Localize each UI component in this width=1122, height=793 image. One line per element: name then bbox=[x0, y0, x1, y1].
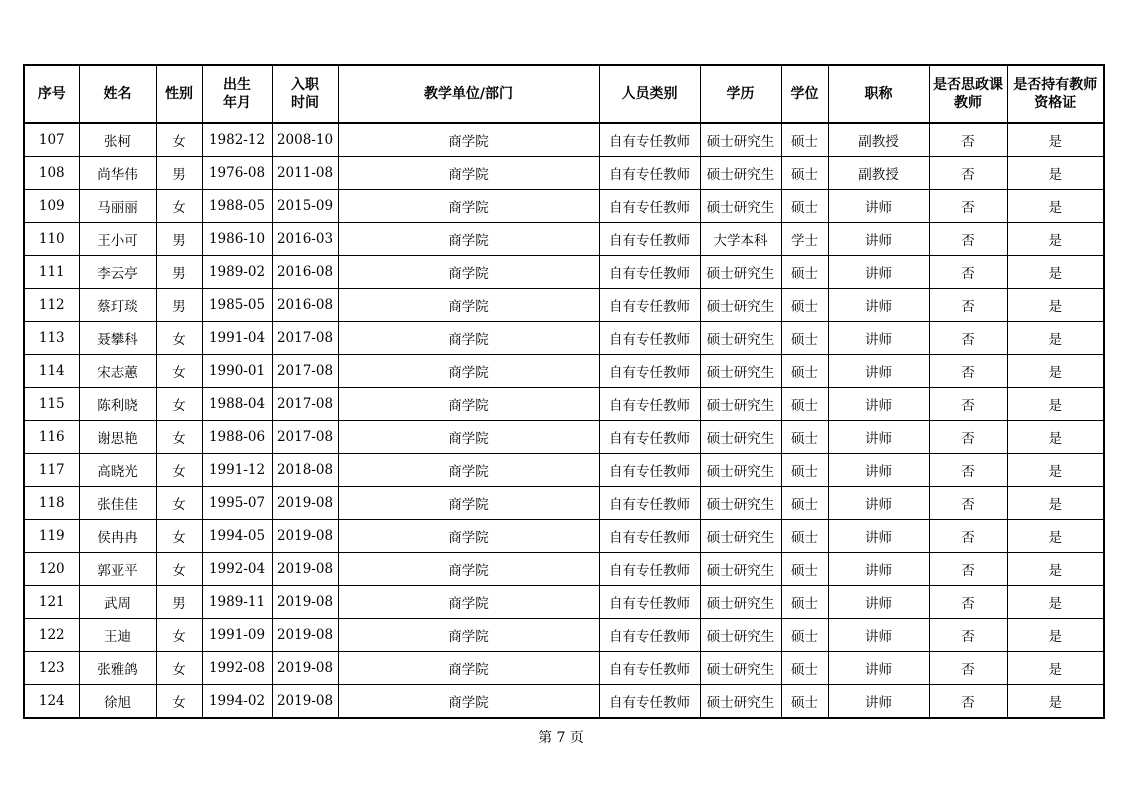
hire-date-cell: 2019-08 bbox=[272, 685, 338, 719]
seq-cell: 122 bbox=[24, 619, 79, 652]
header-label-line: 年月 bbox=[223, 95, 251, 111]
seq-cell: 119 bbox=[24, 520, 79, 553]
header-label-line: 是否持有教师 bbox=[1013, 77, 1098, 93]
hire-date-cell: 2019-08 bbox=[272, 652, 338, 685]
name-cell: 谢思艳 bbox=[79, 421, 156, 454]
gender-cell: 男 bbox=[156, 256, 202, 289]
title-cell: 讲师 bbox=[828, 322, 929, 355]
staff-category-cell: 自有专任教师 bbox=[599, 553, 700, 586]
header-label-line: 职称 bbox=[864, 86, 893, 102]
degree-cell: 硕士 bbox=[781, 157, 828, 190]
staff-category-cell: 自有专任教师 bbox=[599, 388, 700, 421]
department-cell: 商学院 bbox=[338, 256, 599, 289]
degree-cell: 硕士 bbox=[781, 421, 828, 454]
page-number: 第 7 页 bbox=[538, 730, 584, 746]
table-row bbox=[24, 586, 1104, 619]
title-cell: 讲师 bbox=[828, 223, 929, 256]
table-row bbox=[24, 685, 1104, 719]
degree-cell: 硕士 bbox=[781, 190, 828, 223]
table-row bbox=[24, 652, 1104, 685]
department-cell: 商学院 bbox=[338, 586, 599, 619]
seq-cell: 117 bbox=[24, 454, 79, 487]
gender-cell: 男 bbox=[156, 586, 202, 619]
name-cell: 张雅鸽 bbox=[79, 652, 156, 685]
certificate-cell: 是 bbox=[1007, 123, 1104, 157]
title-cell: 讲师 bbox=[828, 586, 929, 619]
ideology-teacher-cell: 否 bbox=[929, 619, 1007, 652]
name-cell: 徐旭 bbox=[79, 685, 156, 719]
birth-cell: 1990-01 bbox=[202, 355, 272, 388]
birth-cell: 1991-09 bbox=[202, 619, 272, 652]
ideology-teacher-cell: 否 bbox=[929, 487, 1007, 520]
birth-cell: 1994-05 bbox=[202, 520, 272, 553]
staff-table bbox=[23, 64, 1105, 719]
education-cell: 硕士研究生 bbox=[700, 289, 781, 322]
title-cell: 讲师 bbox=[828, 388, 929, 421]
name-cell: 尚华伟 bbox=[79, 157, 156, 190]
title-cell: 讲师 bbox=[828, 553, 929, 586]
hire-date-cell: 2008-10 bbox=[272, 123, 338, 157]
department-cell: 商学院 bbox=[338, 553, 599, 586]
education-cell: 硕士研究生 bbox=[700, 553, 781, 586]
table-header bbox=[24, 65, 1104, 123]
col-header-teacher-certificate bbox=[1007, 65, 1104, 123]
hire-date-cell: 2019-08 bbox=[272, 487, 338, 520]
certificate-cell: 是 bbox=[1007, 289, 1104, 322]
name-cell: 郭亚平 bbox=[79, 553, 156, 586]
header-label-line: 姓名 bbox=[103, 86, 132, 102]
birth-cell: 1994-02 bbox=[202, 685, 272, 719]
seq-cell: 112 bbox=[24, 289, 79, 322]
gender-cell: 女 bbox=[156, 421, 202, 454]
education-cell: 硕士研究生 bbox=[700, 190, 781, 223]
name-cell: 聂攀科 bbox=[79, 322, 156, 355]
title-cell: 讲师 bbox=[828, 355, 929, 388]
degree-cell: 硕士 bbox=[781, 454, 828, 487]
department-cell: 商学院 bbox=[338, 421, 599, 454]
header-label-line: 时间 bbox=[291, 95, 319, 111]
birth-cell: 1986-10 bbox=[202, 223, 272, 256]
name-cell: 张佳佳 bbox=[79, 487, 156, 520]
staff-category-cell: 自有专任教师 bbox=[599, 487, 700, 520]
staff-category-cell: 自有专任教师 bbox=[599, 652, 700, 685]
education-cell: 硕士研究生 bbox=[700, 355, 781, 388]
table-row bbox=[24, 223, 1104, 256]
table-row bbox=[24, 123, 1104, 157]
header-label-line: 学位 bbox=[790, 86, 819, 102]
ideology-teacher-cell: 否 bbox=[929, 157, 1007, 190]
header-label-line: 人员类别 bbox=[621, 86, 678, 102]
hire-date-cell: 2018-08 bbox=[272, 454, 338, 487]
gender-cell: 男 bbox=[156, 157, 202, 190]
degree-cell: 硕士 bbox=[781, 322, 828, 355]
birth-cell: 1988-05 bbox=[202, 190, 272, 223]
gender-cell: 女 bbox=[156, 123, 202, 157]
degree-cell: 硕士 bbox=[781, 652, 828, 685]
ideology-teacher-cell: 否 bbox=[929, 355, 1007, 388]
hire-date-cell: 2016-03 bbox=[272, 223, 338, 256]
col-header-title bbox=[828, 65, 929, 123]
education-cell: 硕士研究生 bbox=[700, 652, 781, 685]
department-cell: 商学院 bbox=[338, 289, 599, 322]
name-cell: 陈利晓 bbox=[79, 388, 156, 421]
hire-date-cell: 2016-08 bbox=[272, 256, 338, 289]
birth-cell: 1991-04 bbox=[202, 322, 272, 355]
ideology-teacher-cell: 否 bbox=[929, 322, 1007, 355]
ideology-teacher-cell: 否 bbox=[929, 223, 1007, 256]
birth-cell: 1989-02 bbox=[202, 256, 272, 289]
education-cell: 大学本科 bbox=[700, 223, 781, 256]
title-cell: 副教授 bbox=[828, 123, 929, 157]
col-header-ideology-teacher bbox=[929, 65, 1007, 123]
education-cell: 硕士研究生 bbox=[700, 586, 781, 619]
hire-date-cell: 2017-08 bbox=[272, 421, 338, 454]
education-cell: 硕士研究生 bbox=[700, 487, 781, 520]
department-cell: 商学院 bbox=[338, 223, 599, 256]
ideology-teacher-cell: 否 bbox=[929, 520, 1007, 553]
gender-cell: 女 bbox=[156, 355, 202, 388]
certificate-cell: 是 bbox=[1007, 685, 1104, 719]
title-cell: 讲师 bbox=[828, 487, 929, 520]
name-cell: 张柯 bbox=[79, 123, 156, 157]
col-header-name bbox=[79, 65, 156, 123]
table-row bbox=[24, 454, 1104, 487]
degree-cell: 硕士 bbox=[781, 520, 828, 553]
certificate-cell: 是 bbox=[1007, 553, 1104, 586]
staff-category-cell: 自有专任教师 bbox=[599, 322, 700, 355]
table-row bbox=[24, 520, 1104, 553]
certificate-cell: 是 bbox=[1007, 487, 1104, 520]
ideology-teacher-cell: 否 bbox=[929, 586, 1007, 619]
seq-cell: 118 bbox=[24, 487, 79, 520]
department-cell: 商学院 bbox=[338, 157, 599, 190]
name-cell: 蔡玎琰 bbox=[79, 289, 156, 322]
table-body bbox=[24, 123, 1104, 718]
staff-category-cell: 自有专任教师 bbox=[599, 157, 700, 190]
birth-cell: 1992-04 bbox=[202, 553, 272, 586]
birth-cell: 1982-12 bbox=[202, 123, 272, 157]
ideology-teacher-cell: 否 bbox=[929, 388, 1007, 421]
table-row bbox=[24, 421, 1104, 454]
ideology-teacher-cell: 否 bbox=[929, 421, 1007, 454]
education-cell: 硕士研究生 bbox=[700, 619, 781, 652]
education-cell: 硕士研究生 bbox=[700, 685, 781, 719]
birth-cell: 1992-08 bbox=[202, 652, 272, 685]
header-label-line: 出生 bbox=[223, 77, 251, 93]
certificate-cell: 是 bbox=[1007, 619, 1104, 652]
name-cell: 高晓光 bbox=[79, 454, 156, 487]
hire-date-cell: 2017-08 bbox=[272, 355, 338, 388]
gender-cell: 女 bbox=[156, 652, 202, 685]
degree-cell: 硕士 bbox=[781, 553, 828, 586]
hire-date-cell: 2017-08 bbox=[272, 388, 338, 421]
birth-cell: 1989-11 bbox=[202, 586, 272, 619]
gender-cell: 男 bbox=[156, 289, 202, 322]
certificate-cell: 是 bbox=[1007, 652, 1104, 685]
department-cell: 商学院 bbox=[338, 388, 599, 421]
seq-cell: 114 bbox=[24, 355, 79, 388]
table-row bbox=[24, 190, 1104, 223]
degree-cell: 硕士 bbox=[781, 256, 828, 289]
staff-category-cell: 自有专任教师 bbox=[599, 123, 700, 157]
name-cell: 王迪 bbox=[79, 619, 156, 652]
education-cell: 硕士研究生 bbox=[700, 388, 781, 421]
table-row bbox=[24, 157, 1104, 190]
header-label-line: 是否思政课 bbox=[933, 77, 1003, 93]
certificate-cell: 是 bbox=[1007, 421, 1104, 454]
birth-cell: 1991-12 bbox=[202, 454, 272, 487]
hire-date-cell: 2011-08 bbox=[272, 157, 338, 190]
staff-category-cell: 自有专任教师 bbox=[599, 454, 700, 487]
birth-cell: 1988-04 bbox=[202, 388, 272, 421]
degree-cell: 硕士 bbox=[781, 487, 828, 520]
ideology-teacher-cell: 否 bbox=[929, 190, 1007, 223]
certificate-cell: 是 bbox=[1007, 520, 1104, 553]
ideology-teacher-cell: 否 bbox=[929, 454, 1007, 487]
title-cell: 讲师 bbox=[828, 685, 929, 719]
seq-cell: 113 bbox=[24, 322, 79, 355]
department-cell: 商学院 bbox=[338, 652, 599, 685]
hire-date-cell: 2016-08 bbox=[272, 289, 338, 322]
birth-cell: 1995-07 bbox=[202, 487, 272, 520]
hire-date-cell: 2017-08 bbox=[272, 322, 338, 355]
seq-cell: 111 bbox=[24, 256, 79, 289]
certificate-cell: 是 bbox=[1007, 322, 1104, 355]
name-cell: 宋志蕙 bbox=[79, 355, 156, 388]
title-cell: 讲师 bbox=[828, 190, 929, 223]
table-row bbox=[24, 256, 1104, 289]
staff-category-cell: 自有专任教师 bbox=[599, 256, 700, 289]
table-row bbox=[24, 289, 1104, 322]
staff-category-cell: 自有专任教师 bbox=[599, 289, 700, 322]
degree-cell: 硕士 bbox=[781, 619, 828, 652]
header-row bbox=[24, 65, 1104, 123]
ideology-teacher-cell: 否 bbox=[929, 256, 1007, 289]
title-cell: 讲师 bbox=[828, 256, 929, 289]
hire-date-cell: 2019-08 bbox=[272, 553, 338, 586]
name-cell: 李云亭 bbox=[79, 256, 156, 289]
header-label-line: 教学单位/部门 bbox=[423, 86, 514, 102]
certificate-cell: 是 bbox=[1007, 355, 1104, 388]
hire-date-cell: 2019-08 bbox=[272, 586, 338, 619]
certificate-cell: 是 bbox=[1007, 190, 1104, 223]
department-cell: 商学院 bbox=[338, 454, 599, 487]
col-header-degree bbox=[781, 65, 828, 123]
degree-cell: 硕士 bbox=[781, 355, 828, 388]
ideology-teacher-cell: 否 bbox=[929, 652, 1007, 685]
table-row bbox=[24, 322, 1104, 355]
education-cell: 硕士研究生 bbox=[700, 454, 781, 487]
department-cell: 商学院 bbox=[338, 685, 599, 719]
col-header-gender bbox=[156, 65, 202, 123]
degree-cell: 硕士 bbox=[781, 388, 828, 421]
department-cell: 商学院 bbox=[338, 190, 599, 223]
seq-cell: 109 bbox=[24, 190, 79, 223]
department-cell: 商学院 bbox=[338, 619, 599, 652]
gender-cell: 女 bbox=[156, 487, 202, 520]
education-cell: 硕士研究生 bbox=[700, 256, 781, 289]
header-label-line: 学历 bbox=[726, 86, 755, 102]
birth-cell: 1985-05 bbox=[202, 289, 272, 322]
name-cell: 侯冉冉 bbox=[79, 520, 156, 553]
table-row bbox=[24, 553, 1104, 586]
name-cell: 王小可 bbox=[79, 223, 156, 256]
hire-date-cell: 2015-09 bbox=[272, 190, 338, 223]
gender-cell: 女 bbox=[156, 685, 202, 719]
gender-cell: 女 bbox=[156, 553, 202, 586]
seq-cell: 116 bbox=[24, 421, 79, 454]
col-header-seq bbox=[24, 65, 79, 123]
seq-cell: 107 bbox=[24, 123, 79, 157]
department-cell: 商学院 bbox=[338, 355, 599, 388]
staff-category-cell: 自有专任教师 bbox=[599, 619, 700, 652]
seq-cell: 110 bbox=[24, 223, 79, 256]
gender-cell: 女 bbox=[156, 322, 202, 355]
department-cell: 商学院 bbox=[338, 322, 599, 355]
staff-category-cell: 自有专任教师 bbox=[599, 520, 700, 553]
table-row bbox=[24, 355, 1104, 388]
title-cell: 讲师 bbox=[828, 520, 929, 553]
education-cell: 硕士研究生 bbox=[700, 421, 781, 454]
education-cell: 硕士研究生 bbox=[700, 520, 781, 553]
certificate-cell: 是 bbox=[1007, 157, 1104, 190]
hire-date-cell: 2019-08 bbox=[272, 520, 338, 553]
table-row bbox=[24, 619, 1104, 652]
degree-cell: 硕士 bbox=[781, 685, 828, 719]
title-cell: 副教授 bbox=[828, 157, 929, 190]
certificate-cell: 是 bbox=[1007, 223, 1104, 256]
table-row bbox=[24, 388, 1104, 421]
department-cell: 商学院 bbox=[338, 123, 599, 157]
header-label-line: 序号 bbox=[37, 86, 66, 102]
ideology-teacher-cell: 否 bbox=[929, 685, 1007, 719]
birth-cell: 1988-06 bbox=[202, 421, 272, 454]
page-footer bbox=[0, 727, 1122, 747]
ideology-teacher-cell: 否 bbox=[929, 123, 1007, 157]
staff-category-cell: 自有专任教师 bbox=[599, 421, 700, 454]
col-header-staff-category bbox=[599, 65, 700, 123]
certificate-cell: 是 bbox=[1007, 388, 1104, 421]
ideology-teacher-cell: 否 bbox=[929, 289, 1007, 322]
header-label-line: 资格证 bbox=[1034, 95, 1077, 111]
degree-cell: 学士 bbox=[781, 223, 828, 256]
education-cell: 硕士研究生 bbox=[700, 157, 781, 190]
seq-cell: 108 bbox=[24, 157, 79, 190]
header-label-line: 性别 bbox=[165, 86, 193, 102]
gender-cell: 女 bbox=[156, 454, 202, 487]
seq-cell: 115 bbox=[24, 388, 79, 421]
header-label-line: 教师 bbox=[954, 95, 982, 111]
title-cell: 讲师 bbox=[828, 619, 929, 652]
degree-cell: 硕士 bbox=[781, 123, 828, 157]
title-cell: 讲师 bbox=[828, 289, 929, 322]
staff-category-cell: 自有专任教师 bbox=[599, 190, 700, 223]
gender-cell: 女 bbox=[156, 520, 202, 553]
gender-cell: 女 bbox=[156, 388, 202, 421]
staff-category-cell: 自有专任教师 bbox=[599, 586, 700, 619]
staff-category-cell: 自有专任教师 bbox=[599, 685, 700, 719]
col-header-department bbox=[338, 65, 599, 123]
table-row bbox=[24, 487, 1104, 520]
hire-date-cell: 2019-08 bbox=[272, 619, 338, 652]
education-cell: 硕士研究生 bbox=[700, 123, 781, 157]
seq-cell: 124 bbox=[24, 685, 79, 719]
seq-cell: 123 bbox=[24, 652, 79, 685]
degree-cell: 硕士 bbox=[781, 289, 828, 322]
certificate-cell: 是 bbox=[1007, 256, 1104, 289]
ideology-teacher-cell: 否 bbox=[929, 553, 1007, 586]
col-header-birth bbox=[202, 65, 272, 123]
staff-category-cell: 自有专任教师 bbox=[599, 223, 700, 256]
gender-cell: 女 bbox=[156, 190, 202, 223]
degree-cell: 硕士 bbox=[781, 586, 828, 619]
birth-cell: 1976-08 bbox=[202, 157, 272, 190]
title-cell: 讲师 bbox=[828, 454, 929, 487]
header-label-line: 入职 bbox=[291, 77, 319, 93]
seq-cell: 121 bbox=[24, 586, 79, 619]
gender-cell: 女 bbox=[156, 619, 202, 652]
title-cell: 讲师 bbox=[828, 652, 929, 685]
gender-cell: 男 bbox=[156, 223, 202, 256]
col-header-hire-date bbox=[272, 65, 338, 123]
col-header-education bbox=[700, 65, 781, 123]
name-cell: 武周 bbox=[79, 586, 156, 619]
title-cell: 讲师 bbox=[828, 421, 929, 454]
department-cell: 商学院 bbox=[338, 487, 599, 520]
seq-cell: 120 bbox=[24, 553, 79, 586]
certificate-cell: 是 bbox=[1007, 454, 1104, 487]
name-cell: 马丽丽 bbox=[79, 190, 156, 223]
staff-category-cell: 自有专任教师 bbox=[599, 355, 700, 388]
certificate-cell: 是 bbox=[1007, 586, 1104, 619]
education-cell: 硕士研究生 bbox=[700, 322, 781, 355]
department-cell: 商学院 bbox=[338, 520, 599, 553]
